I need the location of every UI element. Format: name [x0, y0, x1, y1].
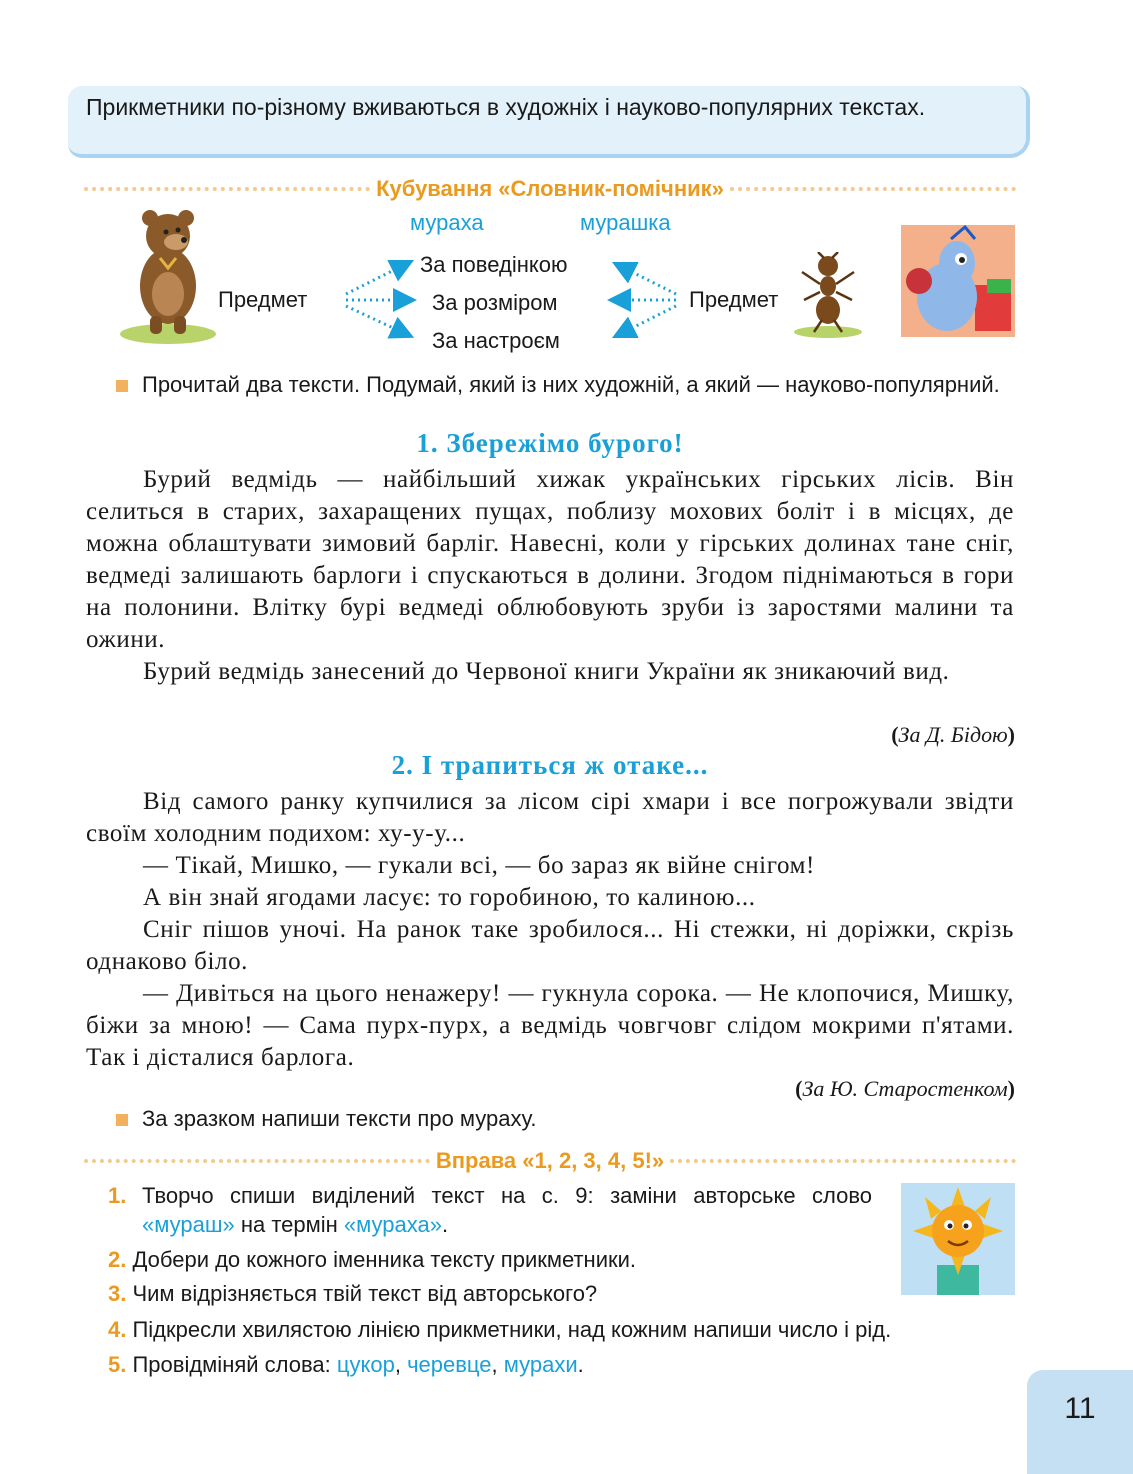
word-murashka: мурашка — [580, 210, 671, 235]
task-5-word-cherevtse: черевце — [407, 1352, 492, 1377]
criterion-mood: За настроєм — [432, 328, 560, 353]
text2-paragraph-5 — [86, 978, 1014, 1074]
task-3-num: 3. — [108, 1281, 127, 1306]
dotted-divider — [84, 1159, 430, 1163]
criterion-size: За розміром — [432, 290, 558, 315]
task-1-part-c: на термін — [234, 1212, 344, 1237]
mascot-illustration — [901, 225, 1015, 337]
text1-paragraph-2-text: Бурий ведмідь занесений до Червоної книги України як зникаючий вид. — [143, 658, 950, 685]
text2-title: 2. І трапиться ж отаке... — [391, 750, 709, 780]
bullet-square — [116, 1114, 128, 1126]
task-1-part-a: Творчо спиши виділений текст на с. 9: заміни авторське слово — [142, 1183, 872, 1208]
text2-paragraph-2-text: — Тікай, Мишко, — гукали всі, — бо зараз як війне снігом! — [143, 852, 815, 879]
sun-mascot-illustration — [901, 1183, 1015, 1295]
kubuvannia-title: Кубування «Словник-помічник» — [376, 176, 724, 201]
word-muraha: мураха — [410, 210, 484, 235]
task-1-num: 1. — [108, 1183, 127, 1208]
text1-source: (За Д. Бідою) — [891, 722, 1015, 747]
text1-paragraph-2 — [86, 656, 1014, 688]
task-3-text: Чим відрізняється твій текст від авторського? — [132, 1281, 598, 1306]
task-3 — [108, 1279, 597, 1308]
text2-paragraph-1 — [86, 786, 1014, 850]
subject-right-label: Предмет — [689, 287, 779, 312]
text2-source: (За Ю. Старостенком) — [795, 1076, 1015, 1101]
task-5-word-murahy: мурахи — [503, 1352, 578, 1377]
text1-paragraph-1-text: Бурий ведмідь — найбільший хижак українських гірських лісів. Він селиться в старих, захаращених пущах, поблизу мохових боліт і в місцях, де можна облаштувати зимовий барліг. Навесні, коли у гірських долинах тане сніг, ведмеді залишають барлоги і спускаються в долини. Згодом піднімаються в гори на полонини. Влітку бурі ведмеді облюбовують зруби із заростями малини та ожини. — [86, 466, 1014, 653]
subject-left-label: Предмет — [218, 287, 308, 312]
bear-illustration — [118, 206, 218, 346]
task-4-num: 4. — [108, 1317, 127, 1342]
task-4-text: Підкресли хвилястою лінією прикметники, над кожним напиши число і рід. — [132, 1317, 892, 1342]
dotted-divider — [730, 187, 1016, 191]
text2-paragraph-2 — [86, 850, 1014, 882]
text2-paragraph-4-text: Сніг пішов уночі. На ранок таке зробилося... Ні стежки, ні доріжки, скрізь однаково біло. — [86, 916, 1014, 975]
text2-paragraph-5-text: — Дивіться на цього ненажеру! — гукнула сорока. — Не клопочися, Мишку, біжи за мною! — Сама пурх-пурх, а ведмідь човгчовг слідом мокрими п'ятами. Так і дісталися барлога. — [86, 980, 1014, 1071]
text1-paragraph-1 — [86, 464, 1014, 656]
task-2-text: Добери до кожного іменника тексту прикметники. — [132, 1247, 637, 1272]
criterion-behaviour: За поведінкою — [420, 252, 568, 277]
task-1-part-e: . — [441, 1212, 449, 1237]
text2-paragraph-1-text: Від самого ранку купчилися за лісом сірі хмари і все погрожували звідти своїм холодним подихом: ху-у-у... — [86, 788, 1014, 847]
ant-illustration — [792, 252, 864, 338]
task-5-word-tsukor: цукор — [336, 1352, 395, 1377]
task-1-number — [108, 1181, 138, 1210]
task-1-word-murash: «мураш» — [142, 1212, 235, 1237]
task-2-num: 2. — [108, 1247, 127, 1272]
task-5-sep-2: , — [491, 1352, 504, 1377]
text2-paragraph-3-text: А він знай ягодами ласує: то горобиною, то калиною... — [143, 884, 756, 911]
page-number: 11 — [1064, 1392, 1096, 1425]
text2-source-author: За Ю. Старостенком — [802, 1076, 1008, 1101]
exercise-header — [84, 1148, 1016, 1174]
bullet-square — [116, 380, 128, 392]
info-box-text: Прикметники по-різному вживаються в художніх і науково-популярних текстах. — [86, 94, 926, 120]
text1-source-author: За Д. Бідою — [898, 722, 1008, 747]
dotted-divider — [84, 187, 370, 191]
task-1-text — [142, 1181, 872, 1239]
text2-paragraph-4 — [86, 914, 1014, 978]
exercise-title: Вправа «1, 2, 3, 4, 5!» — [435, 1148, 665, 1173]
task-5 — [108, 1350, 584, 1379]
task-5-sep-1: , — [394, 1352, 408, 1377]
task-5-num: 5. — [108, 1352, 127, 1377]
dotted-divider — [670, 1159, 1016, 1163]
task-5-part-e: . — [577, 1352, 584, 1377]
instruction-write-texts: За зразком напиши тексти про мураху. — [142, 1106, 537, 1131]
text2-paragraph-3 — [86, 882, 1014, 914]
task-4 — [108, 1315, 891, 1344]
kubuvannia-header — [84, 176, 1016, 202]
task-5-part-a: Провідміняй слова: — [132, 1352, 337, 1377]
task-1-word-muraha: «мураха» — [343, 1212, 442, 1237]
instruction-read-texts: Прочитай два тексти. Подумай, який із них художній, а який — науково-популярний. — [142, 372, 1000, 397]
text1-title: 1. Збережімо бурого! — [416, 428, 684, 458]
task-2 — [108, 1245, 636, 1274]
